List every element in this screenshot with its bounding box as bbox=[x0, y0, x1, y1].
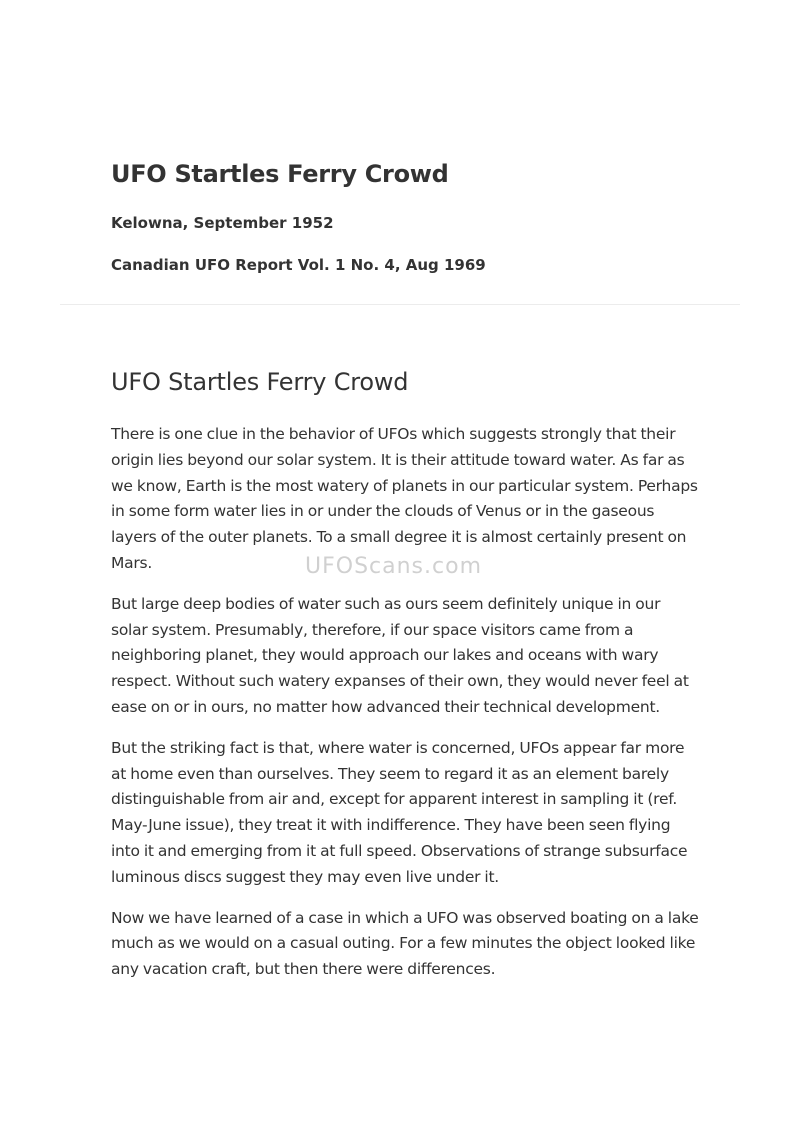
location-date: Kelowna, September 1952 bbox=[111, 214, 334, 232]
document-title: UFO Startles Ferry Crowd bbox=[111, 160, 449, 188]
paragraph-2: But large deep bodies of water such as ours seem definitely unique in our solar system. Presumably, therefore, if our space visitors came from a neighboring planet, they would approach our lakes and oceans with wary respect. Without such watery expanses of their own, they would never feel at ease on or in ours, no matter how advanced their technical development. bbox=[111, 594, 689, 716]
paragraph-4: Now we have learned of a case in which a UFO was observed boating on a lake much as we would on a casual outing. For a few minutes the object looked like any vacation craft, but then there were differences. bbox=[111, 908, 699, 979]
paragraph-3: But the striking fact is that, where water is concerned, UFOs appear far more at home even than ourselves. They seem to regard it as an element barely distinguishable from air and, except for apparent interest in sampling it (ref. May-June issue), they treat it with indifference. They have been seen flying into it and emerging from it at full speed. Observations of strange subsurface luminous discs suggest they may even live under it. bbox=[111, 738, 688, 886]
document-header bbox=[111, 156, 711, 274]
article-title: UFO Startles Ferry Crowd bbox=[111, 368, 409, 396]
source-citation: Canadian UFO Report Vol. 1 No. 4, Aug 1969 bbox=[111, 256, 486, 274]
article-body bbox=[111, 364, 699, 998]
section-divider bbox=[60, 304, 740, 305]
paragraph-1: There is one clue in the behavior of UFOs which suggests strongly that their origin lies beyond our solar system. It is their attitude toward water. As far as we know, Earth is the most watery of planets in our particular system. Perhaps in some form water lies in or under the clouds of Venus or in the gaseous layers of the outer planets. To a small degree it is almost certainly present on Mars. bbox=[111, 425, 698, 572]
watermark: UFOScans.com bbox=[305, 554, 482, 579]
